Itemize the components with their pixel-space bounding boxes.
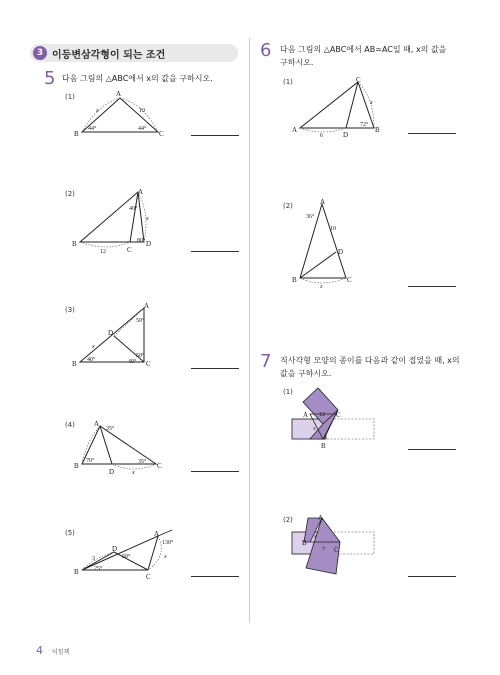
angle-36: 36°	[306, 214, 315, 220]
label-10: 10	[139, 108, 145, 114]
answer-line-6-2[interactable]	[408, 286, 456, 287]
q7-sub-1: (1)	[283, 388, 293, 396]
figure-5-4	[72, 416, 172, 476]
label-10: 10	[330, 226, 336, 232]
answer-line-7-2[interactable]	[408, 576, 456, 577]
q5-sub-2: (2)	[65, 190, 75, 198]
vertex-D: D	[108, 329, 114, 337]
label-x: x	[164, 554, 167, 560]
label-6: 6	[320, 133, 323, 139]
vertex-B: B	[74, 130, 79, 138]
section-title: 이등변삼각형이 되는 조건	[52, 50, 166, 61]
vertex-C: C	[157, 462, 162, 470]
figure-5-2	[72, 184, 172, 256]
figure-5-1	[70, 88, 170, 140]
vertex-B: B	[74, 462, 79, 470]
answer-line-5-4[interactable]	[191, 471, 239, 472]
vertex-C: C	[334, 546, 339, 554]
label-x: x	[96, 108, 99, 114]
figure-5-3	[72, 300, 172, 372]
vertex-C: C	[356, 76, 361, 84]
angle-44-c: 44°	[138, 126, 147, 132]
answer-line-6-1[interactable]	[408, 133, 456, 134]
vertex-C: C	[347, 276, 352, 284]
vertex-A: A	[116, 90, 122, 98]
vertex-C: C	[127, 246, 132, 254]
angle-80: 80°	[137, 238, 146, 244]
figure-6-2	[290, 196, 360, 288]
question-6-text-line1: 다음 그림의 △ABC에서 AB=AC일 때, x의 값을	[280, 45, 447, 54]
label-x: x	[313, 426, 316, 432]
vertex-C: C	[146, 360, 151, 368]
vertex-A: A	[318, 514, 324, 522]
angle-50-a: 50°	[136, 318, 145, 324]
question-5-number: 5	[44, 68, 56, 89]
q5-sub-3: (3)	[65, 306, 75, 314]
footer-label: 익힘책	[52, 649, 70, 656]
angle-25: 25°	[94, 566, 103, 572]
figure-7-1	[288, 384, 383, 454]
vertex-D: D	[109, 468, 115, 476]
vertex-C: C	[159, 130, 164, 138]
question-6-number: 6	[260, 40, 272, 61]
vertex-B: B	[321, 442, 326, 450]
answer-line-5-3[interactable]	[191, 368, 239, 369]
vertex-A: A	[303, 411, 309, 419]
vertex-C: C	[146, 573, 151, 581]
label-3: 3	[92, 556, 95, 562]
angle-35-c: 35°	[138, 459, 147, 465]
vertex-D: D	[112, 545, 118, 553]
question-7-text-line1: 직사각형 모양의 종이를 다음과 같이 접었을 때, x의	[280, 356, 460, 365]
label-x: x	[314, 534, 317, 540]
question-7-number: 7	[260, 351, 272, 372]
angle-35: 35°	[106, 426, 115, 432]
question-5-text: 다음 그림의 △ABC에서 x의 값을 구하시오.	[62, 74, 213, 83]
angle-44-b: 44°	[88, 126, 97, 132]
angle-50-b: 50°	[136, 353, 145, 359]
answer-line-5-2[interactable]	[191, 251, 239, 252]
vertex-D: D	[343, 131, 349, 139]
angle-40-b: 40°	[128, 359, 137, 365]
figure-7-2	[288, 512, 383, 578]
vertex-A: A	[144, 302, 150, 310]
label-x: x	[146, 216, 149, 222]
angle-40-a: 40°	[87, 357, 96, 363]
vertex-A: A	[292, 126, 298, 134]
section-number-badge: 3	[33, 46, 47, 60]
question-6-text-line2: 구하시오.	[280, 58, 314, 67]
angle-40: 40°	[129, 206, 138, 212]
column-divider	[249, 38, 250, 623]
angle-50: 50°	[122, 554, 131, 560]
vertex-D: D	[338, 248, 344, 256]
vertex-D: D	[146, 240, 152, 248]
vertex-B: B	[72, 360, 77, 368]
label-x: x	[132, 470, 135, 476]
vertex-C: C	[336, 411, 341, 419]
label-12: 12	[319, 412, 325, 418]
label-x: x	[320, 284, 323, 288]
vertex-B: B	[302, 539, 307, 547]
q5-sub-5: (5)	[65, 529, 75, 537]
q5-sub-1: (1)	[65, 93, 75, 101]
label-7: 7	[322, 547, 325, 553]
answer-line-5-1[interactable]	[191, 135, 239, 136]
vertex-A: A	[138, 188, 144, 196]
figure-5-5	[72, 524, 182, 582]
answer-line-5-5[interactable]	[191, 576, 239, 577]
vertex-B: B	[74, 568, 79, 576]
angle-72: 72°	[360, 122, 369, 128]
vertex-B: B	[292, 276, 297, 284]
vertex-A: A	[154, 530, 160, 538]
answer-line-7-1[interactable]	[408, 449, 456, 450]
q5-sub-4: (4)	[65, 421, 75, 429]
page-number: 4	[36, 644, 43, 657]
figure-6-1	[290, 74, 390, 140]
label-x: x	[370, 100, 373, 106]
label-x: x	[92, 344, 95, 350]
q6-sub-2: (2)	[283, 202, 293, 210]
label-12: 12	[100, 249, 106, 255]
vertex-A: A	[94, 420, 100, 428]
vertex-A: A	[320, 198, 326, 206]
vertex-B: B	[72, 240, 77, 248]
q7-sub-2: (2)	[283, 516, 293, 524]
angle-70: 70°	[86, 458, 95, 464]
angle-130: 130°	[162, 540, 174, 546]
q6-sub-1: (1)	[283, 78, 293, 86]
question-7-text-line2: 값을 구하시오.	[280, 369, 332, 378]
vertex-B: B	[375, 126, 380, 134]
